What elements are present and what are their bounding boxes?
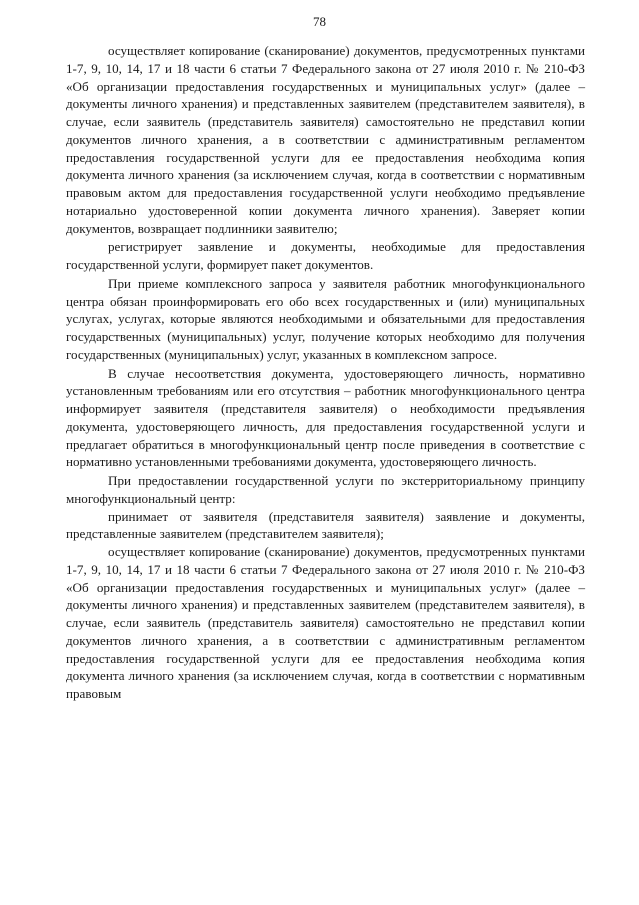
paragraph-identity-document: В случае несоответствия документа, удостоверяющего личность, нормативно установленным требованиям или его отсутствия – работник многофункционального центра информирует заявителя (представителя заявителя) о необходимости предъявления документа, удостоверяющего личность, для предоставления государственной услуги и предлагает обратиться в многофункциональный центр после приведения в соответствие с нормативно установленными требованиями документа, удостоверяющего личность. bbox=[66, 365, 585, 470]
page-number: 78 bbox=[313, 14, 326, 29]
paragraph-copying-documents-2: осуществляет копирование (сканирование) документов, предусмотренных пунктами 1-7, 9, 10, 14, 17 и 18 части 6 статьи 7 Федерального закона от 27 июля 2010 г. № 210-ФЗ «Об организации предоставления государственных и муниципальных услуг» (далее – документы личного хранения) и представленных заявителем (представителем заявителя), в случае, если заявитель (представитель заявителя) самостоятельно не представил копии документов личного хранения, а в соответствии с административным регламентом предоставления государственной услуги для ее предоставления необходима копия документа личного хранения (за исключением случая, когда в соответствии с нормативным правовым bbox=[66, 544, 585, 701]
paragraph-copying-documents: осуществляет копирование (сканирование) документов, предусмотренных пунктами 1-7, 9, 10, 14, 17 и 18 части 6 статьи 7 Федерального закона от 27 июля 2010 г. № 210-ФЗ «Об организации предоставления государственных и муниципальных услуг» (далее – документы личного хранения) и представленных заявителем (представителем заявителя), в случае, если заявитель (представитель заявителя) самостоятельно не представил копии документов личного хранения, а в соответствии с административным регламентом предоставления государственной услуги для ее предоставления необходима копия документа личного хранения (за исключением случая, когда в соответствии с нормативным правовым актом для предоставления государственной услуги необходимо предъявление нотариально удостоверенной копии документа личного хранения). Заверяет копии документов, возвращает подлинники заявителю; bbox=[66, 43, 585, 236]
paragraph-complex-request: При приеме комплексного запроса у заявителя работник многофункционального центра обязан проинформировать его обо всех государственных и (или) муниципальных услугах, услугах, которые являются необходимыми и обязательными для предоставления государственных (муниципальных) услуг, получение которых необходимо для получения государственных (муниципальных) услуг, указанных в комплексном запросе. bbox=[66, 275, 585, 362]
paragraph-registers-application: регистрирует заявление и документы, необходимые для предоставления государственной услуги, формирует пакет документов. bbox=[66, 239, 585, 272]
paragraph-accepts-application: принимает от заявителя (представителя заявителя) заявление и документы, представленные заявителем (представителем заявителя); bbox=[66, 508, 585, 542]
document-body bbox=[66, 42, 585, 703]
paragraph-extraterritorial: При предоставлении государственной услуги по экстерриториальному принципу многофункциональный центр: bbox=[66, 473, 585, 506]
